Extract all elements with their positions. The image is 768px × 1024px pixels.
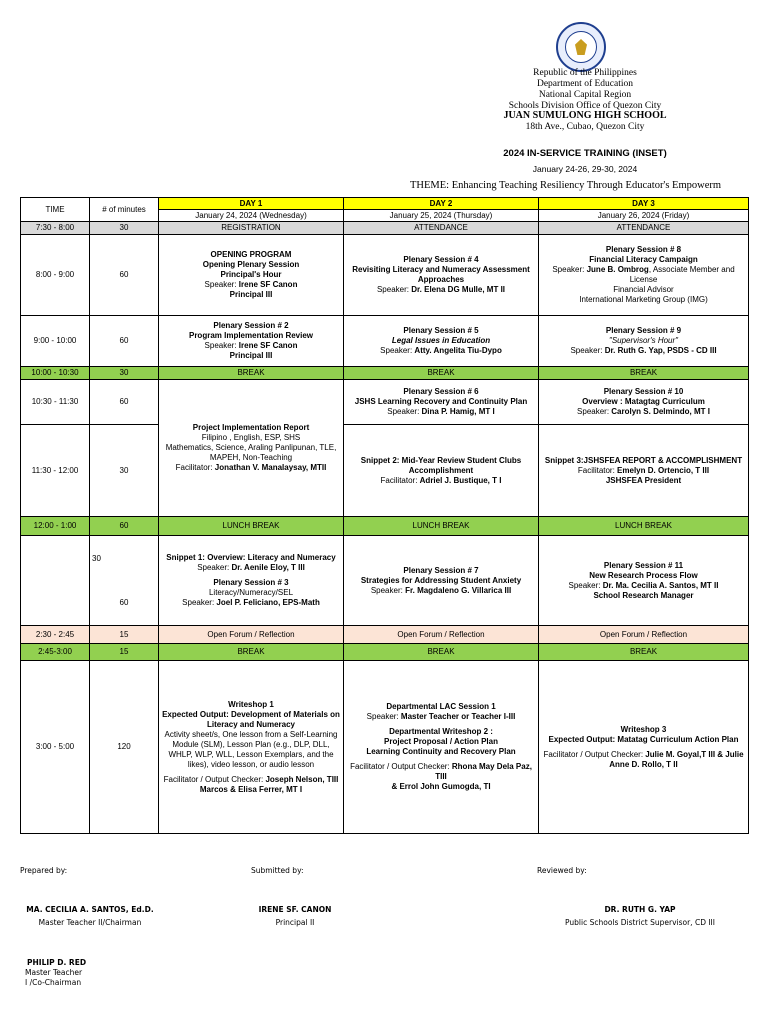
training-theme: THEME: Enhancing Teaching Resiliency Through Educator's Empowerm (410, 180, 722, 191)
speaker-position: Financial Advisor (613, 285, 674, 294)
writeshop-title: Writeshop 3 (620, 724, 667, 734)
table-header-row (21, 198, 749, 210)
header-line-republic: Republic of the Philippines (533, 68, 637, 78)
speaker-name: Dina P. Hamig, MT I (421, 407, 495, 416)
day-2-session (344, 380, 539, 425)
day-1-activity: Open Forum / Reflection (159, 626, 344, 644)
speaker-line (161, 280, 341, 290)
day-3-writeshop (539, 661, 749, 834)
time-cell: 7:30 - 8:00 (21, 222, 90, 235)
facilitator-line (346, 476, 536, 486)
day-2-date: January 25, 2024 (Thursday) (344, 210, 539, 222)
facilitator-label: Facilitator / Output Checker: (163, 774, 266, 784)
speaker-name: Irene SF Canon (238, 341, 298, 350)
speaker-name: Dr. Aenile Eloy, T III (231, 563, 305, 572)
submitter-title: Principal II (275, 918, 315, 927)
day-1-activity: REGISTRATION (159, 222, 344, 235)
session-title: Plenary Session # 11 (603, 560, 684, 570)
minutes-cell: 60 (90, 316, 159, 367)
prepared-by-label: Prepared by: (20, 866, 68, 875)
subject-list: MAPEH, Non-Teaching (209, 453, 293, 462)
session-topic: Program Implementation Review (188, 331, 314, 340)
facilitator-label: Facilitator: (380, 475, 420, 485)
session-title: Plenary Session # 6 (403, 387, 479, 396)
day-3-snippet (539, 425, 749, 517)
speaker-label: Speaker: (570, 346, 605, 355)
minutes-plenary: 60 (119, 598, 129, 607)
speaker-label: Speaker: (204, 280, 239, 289)
expected-output: Expected Output: Matatag Curriculum Action Plan (548, 734, 739, 744)
speaker-line (541, 407, 746, 417)
facilitator-name: Jonathan V. Manalaysay, MTII (214, 463, 327, 472)
speaker-name: Irene SF Canon (238, 280, 298, 289)
session-topic: Principal's Hour (220, 270, 282, 279)
session-topic: Revisiting Literacy and Numeracy Assessment Approaches (352, 265, 530, 284)
speaker-label: Speaker: (552, 265, 587, 274)
training-title: 2024 IN-SERVICE TRAINING (INSET) (503, 148, 667, 159)
facilitator-line (541, 466, 746, 476)
time-cell: 11:30 - 12:00 (21, 425, 90, 517)
col-header-time: TIME (21, 198, 90, 222)
day-2-session (344, 536, 539, 626)
speaker-organization: International Marketing Group (IMG) (579, 295, 708, 304)
time-cell: 10:30 - 11:30 (21, 380, 90, 425)
day-1-date: January 24, 2024 (Wednesday) (159, 210, 344, 222)
time-cell: 10:00 - 10:30 (21, 367, 90, 380)
speaker-label: Speaker: (370, 585, 406, 595)
facilitator-name-2: & Errol John Gumogda, TI (391, 782, 491, 791)
day-2-session (344, 235, 539, 316)
session-topic: Legal Issues in Education (391, 336, 491, 345)
reviewer-title: Public Schools District Supervisor, CD III (565, 918, 715, 927)
session-topic: Strategies for Addressing Student Anxiety (360, 575, 522, 585)
header-line-division: Schools Division Office of Quezon City (508, 101, 662, 111)
facilitator-line (161, 463, 341, 473)
speaker-label: Speaker: (197, 563, 232, 572)
writeshop-output: Project Proposal / Action Plan (384, 737, 498, 746)
session-topic: Financial Literacy Campaign (589, 255, 698, 264)
time-cell: 3:00 - 5:00 (21, 661, 90, 834)
speaker-label: Speaker: (387, 407, 422, 416)
school-name: JUAN SUMULONG HIGH SCHOOL (503, 110, 667, 121)
minutes-snippet: 30 (92, 554, 101, 563)
minutes-cell: 30 (90, 367, 159, 380)
facilitator-name-2: Marcos & Elisa Ferrer, MT I (199, 784, 303, 794)
row-afternoon-plenary (21, 536, 749, 626)
speaker-line (541, 346, 746, 356)
speaker-label: Speaker: (577, 407, 612, 416)
session-title: Plenary Session # 3 (213, 578, 289, 587)
day-2-activity: LUNCH BREAK (344, 517, 539, 536)
session-title: Project Implementation Report (192, 423, 310, 432)
speaker-label: Speaker: (204, 341, 239, 350)
row-8-9 (21, 235, 749, 316)
day-3-session (539, 235, 749, 316)
minutes-cell: 30 (90, 222, 159, 235)
row-writeshop (21, 661, 749, 834)
speaker-name: Dr. Elena DG Mulle, MT II (411, 285, 506, 294)
speaker-label: Speaker: (568, 580, 603, 590)
day-2-activity: BREAK (344, 367, 539, 380)
time-cell: 2:30 - 2:45 (21, 626, 90, 644)
row-1130-12 (21, 425, 749, 517)
time-cell: 8:00 - 9:00 (21, 235, 90, 316)
time-cell (21, 536, 90, 626)
day-3-activity: Open Forum / Reflection (539, 626, 749, 644)
speaker-label: Speaker: (366, 712, 401, 721)
preparer-title: Master Teacher II/Chairman (38, 918, 142, 927)
facilitator-line (346, 762, 536, 782)
day-3-session (539, 316, 749, 367)
expected-output: Expected Output: Development of Materials on Literacy and Numeracy (162, 709, 340, 729)
session-topic: JSHS Learning Recovery and Continuity Plan (354, 397, 528, 406)
writeshop-details: Activity sheet/s, One lesson from a Self-Learning Module (SLM), Lesson Plan (e.g., DLP, DLL, WHLP, WLP, WLL, Lesson Exemplars, and the likes), video lesson, or audio lesson (164, 729, 338, 769)
time-cell: 2:45-3:00 (21, 644, 90, 661)
speaker-line (346, 407, 536, 417)
minutes-cell: 30 (90, 425, 159, 517)
day-2-snippet (344, 425, 539, 517)
speaker-name: Atty. Angelita Tiu-Dypo (414, 346, 502, 355)
day-1-writeshop (159, 661, 344, 834)
speaker-line (346, 586, 536, 596)
speaker-position: School Research Manager (593, 590, 694, 600)
day-1-project-report (159, 380, 344, 517)
speaker-name: Joel P. Feliciano, EPS-Math (216, 598, 320, 607)
facilitator-label: Facilitator / Output Checker: (543, 749, 646, 759)
session-title: Plenary Session # 7 (403, 565, 479, 575)
facilitator-label: Facilitator / Output Checker: (350, 762, 452, 771)
facilitator-label: Facilitator: (175, 463, 215, 472)
schedule-table (20, 197, 749, 834)
speaker-name: Carolyn S. Delmindo, MT I (611, 407, 710, 416)
day-2-writeshop (344, 661, 539, 834)
day-3-activity: ATTENDANCE (539, 222, 749, 235)
day-1-header: DAY 1 (159, 198, 344, 210)
training-dates: January 24-26, 29-30, 2024 (532, 164, 638, 174)
speaker-line (541, 581, 746, 591)
row-open-forum (21, 626, 749, 644)
snippet-title: Snippet 3:JSHSFEA REPORT & ACCOMPLISHMENT (544, 455, 743, 465)
speaker-position: Principal III (229, 351, 273, 360)
time-cell: 9:00 - 10:00 (21, 316, 90, 367)
day-3-session (539, 380, 749, 425)
day-1-session (159, 235, 344, 316)
preparer-name: MA. CECILIA A. SANTOS, Ed.D. (26, 905, 154, 914)
day-3-session (539, 536, 749, 626)
row-registration (21, 222, 749, 235)
seal-emblem (565, 31, 597, 63)
reviewed-by-label: Reviewed by: (537, 866, 587, 875)
session-title: Plenary Session # 5 (403, 326, 479, 335)
facilitator-label: Facilitator: (577, 465, 618, 475)
time-cell: 12:00 - 1:00 (21, 517, 90, 536)
col-header-minutes: # of minutes (90, 198, 159, 222)
day-2-activity: ATTENDANCE (344, 222, 539, 235)
speaker-line (161, 598, 341, 608)
minutes-cell: 15 (90, 626, 159, 644)
day-1-session (159, 536, 344, 626)
writeshop-title: Departmental Writeshop 2 : (389, 727, 493, 736)
row-morning-break (21, 367, 749, 380)
day-3-activity: BREAK (539, 367, 749, 380)
minutes-cell: 60 (90, 235, 159, 316)
subject-list: Filipino , English, ESP, SHS (201, 433, 301, 442)
session-subtitle: Opening Plenary Session (202, 260, 300, 269)
co-chair-title: Master Teacher (25, 968, 83, 977)
speaker-name: June B. Ombrog (586, 265, 649, 274)
snippet-title: Snippet 2: Mid-Year Review Student Clubs Accomplishment (360, 455, 522, 475)
day-2-header: DAY 2 (344, 198, 539, 210)
speaker-name: Dr. Ma. Cecilia A. Santos, MT II (602, 580, 719, 590)
header-line-region: National Capital Region (538, 90, 632, 100)
minutes-cell: 60 (90, 517, 159, 536)
speaker-label: Speaker: (376, 285, 412, 294)
day-3-activity: LUNCH BREAK (539, 517, 749, 536)
facilitator-name: Joseph Nelson, TIII (265, 774, 339, 784)
speaker-label: Speaker: (182, 598, 217, 607)
minutes-cell: 15 (90, 644, 159, 661)
row-lunch-break (21, 517, 749, 536)
speaker-name: Master Teacher or Teacher I-III (400, 712, 516, 721)
day-1-activity: LUNCH BREAK (159, 517, 344, 536)
day-3-header: DAY 3 (539, 198, 749, 210)
header-line-deped: Department of Education (536, 79, 634, 89)
speaker-affiliation: , Associate Member and License (629, 265, 735, 284)
session-topic: Literacy/Numeracy/SEL (208, 588, 294, 597)
row-afternoon-break (21, 644, 749, 661)
minutes-cell: 60 (90, 380, 159, 425)
row-9-10 (21, 316, 749, 367)
speaker-name: Dr. Ruth G. Yap, PSDS - CD III (604, 346, 717, 355)
lac-title: Departmental LAC Session 1 (386, 702, 496, 711)
school-address: 18th Ave., Cubao, Quezon City (525, 122, 645, 132)
day-1-activity: BREAK (159, 367, 344, 380)
session-title: OPENING PROGRAM (210, 250, 292, 259)
writeshop-title: Writeshop 1 (228, 699, 274, 709)
speaker-line (346, 712, 536, 722)
day-1-activity: BREAK (159, 644, 344, 661)
day-1-session (159, 316, 344, 367)
facilitator-name: Emelyn D. Ortencio, T III (617, 465, 710, 475)
day-3-date: January 26, 2024 (Friday) (539, 210, 749, 222)
session-topic: "Supervisor's Hour" (608, 336, 678, 345)
speaker-label: Speaker: (380, 346, 415, 355)
facilitator-position: JSHSFEA President (605, 475, 682, 485)
day-2-activity: BREAK (344, 644, 539, 661)
speaker-line (161, 563, 341, 573)
writeshop-output: Learning Continuity and Recovery Plan (366, 747, 516, 756)
speaker-line (541, 265, 746, 285)
subject-list: Mathematics, Science, Araling Panlipunan, TLE, (165, 443, 337, 452)
facilitator-line (161, 775, 341, 785)
speaker-line (161, 341, 341, 351)
row-1030-1130 (21, 380, 749, 425)
day-2-activity: Open Forum / Reflection (344, 626, 539, 644)
minutes-cell (90, 536, 159, 626)
session-title: Plenary Session # 8 (605, 245, 682, 254)
facilitator-name: Rhona May Dela Paz, TIII (435, 762, 532, 781)
minutes-cell: 120 (90, 661, 159, 834)
submitter-name: IRENE SF. CANON (258, 905, 332, 914)
session-title: Plenary Session # 2 (213, 321, 289, 330)
facilitator-name: Adriel J. Bustique, T I (419, 475, 502, 485)
reviewer-name: DR. RUTH G. YAP (604, 905, 676, 914)
session-title: Plenary Session # 4 (403, 255, 479, 264)
session-topic: Overview : Matagtag Curriculum (582, 397, 705, 406)
facilitator-line (541, 750, 746, 770)
speaker-line (346, 346, 536, 356)
co-chair-title-2: I /Co-Chairman (25, 978, 82, 987)
session-title: Plenary Session # 9 (605, 326, 682, 335)
speaker-line (346, 285, 536, 295)
speaker-name: Fr. Magdaleno G. Villarica III (405, 585, 512, 595)
session-topic: New Research Process Flow (589, 570, 698, 580)
submitted-by-label: Submitted by: (251, 866, 304, 875)
session-title: Plenary Session # 10 (603, 387, 684, 396)
deped-seal-icon (556, 22, 606, 72)
facilitator-name: Julie M. Goyal,T III & Julie Anne D. Rollo, T II (609, 749, 744, 769)
speaker-position: Principal III (229, 290, 273, 299)
co-chair-name: PHILIP D. RED (27, 958, 87, 967)
day-3-activity: BREAK (539, 644, 749, 661)
day-2-session (344, 316, 539, 367)
snippet-title: Snippet 1: Overview: Literacy and Numeracy (166, 553, 336, 562)
